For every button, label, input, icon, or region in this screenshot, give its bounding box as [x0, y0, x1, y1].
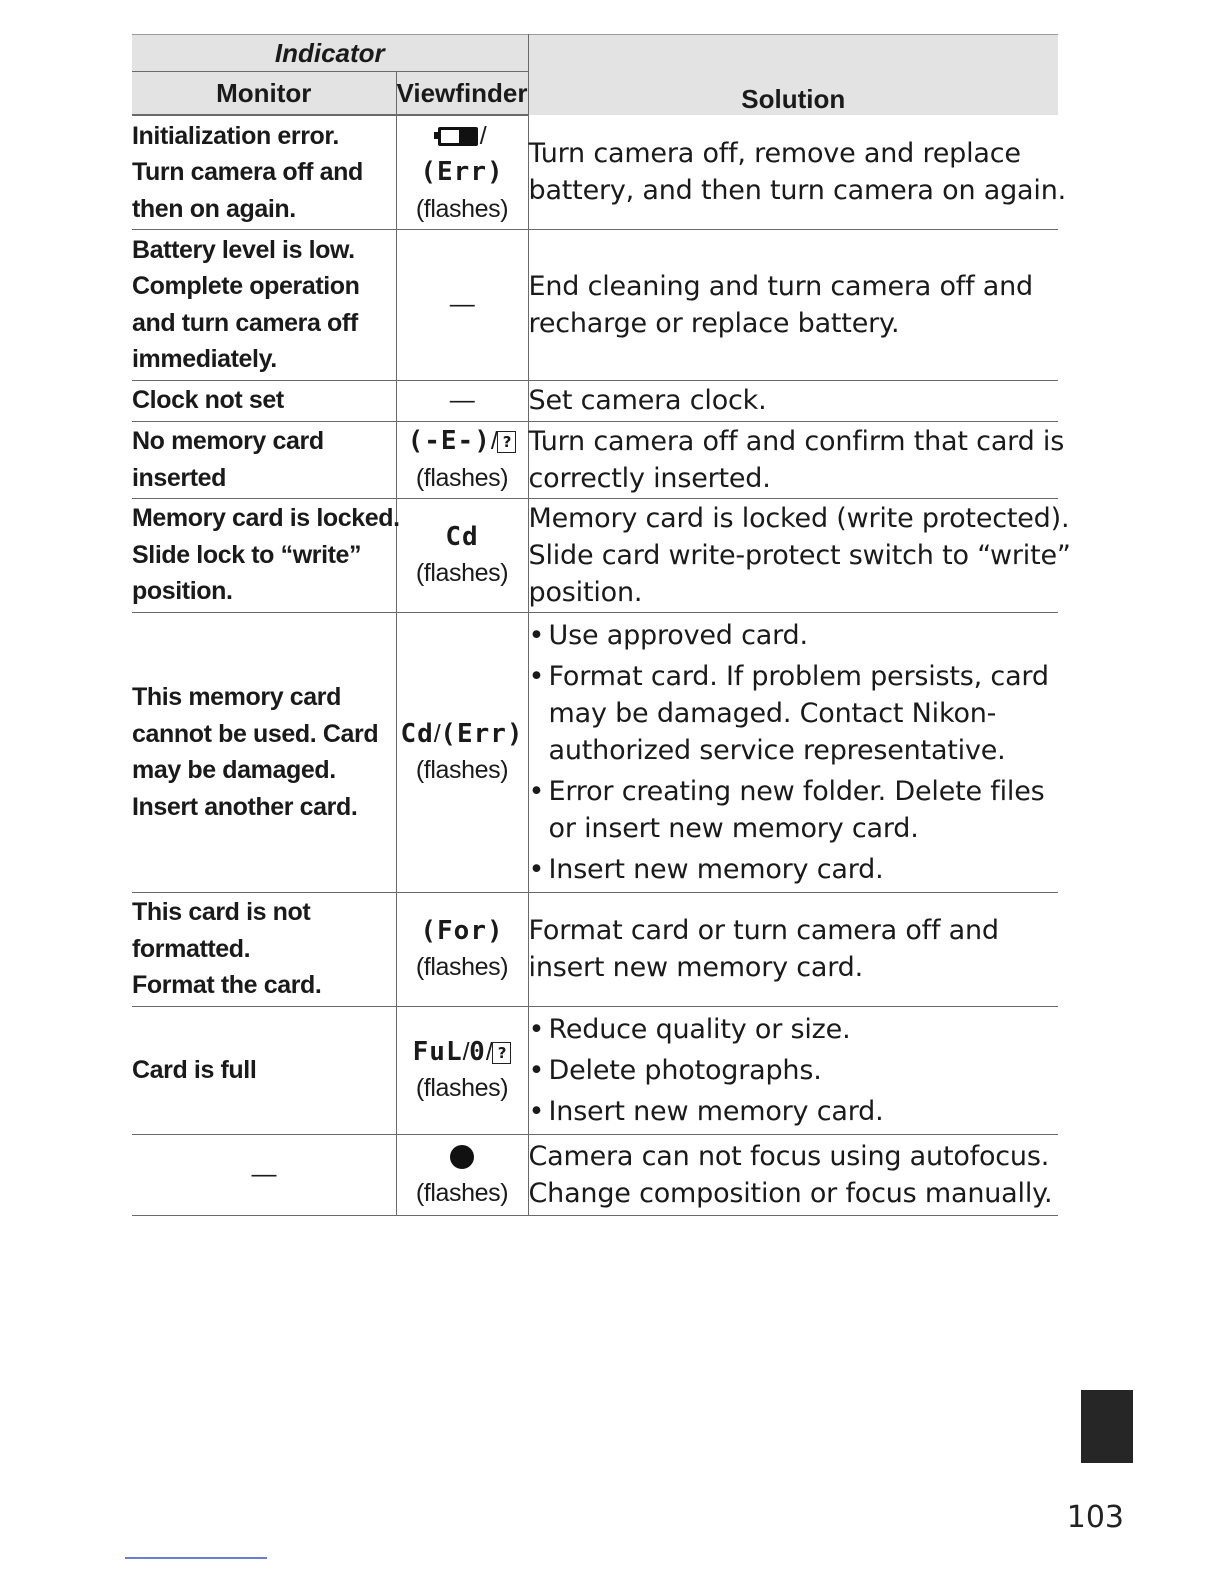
viewfinder-header: Viewfinder [396, 72, 528, 116]
list-item: • Use approved card. [529, 617, 1059, 654]
solution-cell: Format card or turn camera off and insert new memory card. [528, 892, 1058, 1006]
list-item: • Reduce quality or size. [529, 1011, 1059, 1048]
error-indicator-table [132, 34, 1071, 1216]
error-code: (For) [420, 915, 504, 946]
monitor-cell: Memory card is locked. Slide lock to “write” position. [132, 498, 396, 612]
error-code: FuL [412, 1036, 463, 1067]
list-item: • Delete photographs. [529, 1052, 1059, 1089]
table-row [132, 498, 1058, 612]
help-icon: ? [497, 431, 516, 453]
error-code: (Err) [440, 718, 524, 749]
flashes-note: (flashes) [415, 559, 509, 587]
monitor-cell: — [132, 1134, 396, 1215]
error-code: Cd [445, 521, 479, 552]
page-number: 103 [1066, 1500, 1124, 1535]
monitor-cell: Battery level is low. Complete operation and turn camera off immediately. [132, 229, 396, 380]
viewfinder-cell [396, 1134, 528, 1215]
monitor-cell: Clock not set [132, 380, 396, 421]
table-row [132, 380, 1058, 421]
focus-dot-icon [450, 1145, 474, 1169]
error-code: (-E-) [407, 426, 491, 456]
error-code: 0 [469, 1036, 486, 1067]
section-tab-marker [1081, 1390, 1133, 1463]
table-row [132, 1006, 1058, 1134]
monitor-cell: No memory card inserted [132, 421, 396, 498]
solution-cell: Set camera clock. [528, 380, 1058, 421]
indicator-header: Indicator [132, 35, 528, 72]
flashes-note: (flashes) [415, 1074, 509, 1102]
link-underline [125, 1557, 267, 1559]
table-row [132, 421, 1058, 498]
viewfinder-cell [396, 498, 528, 612]
list-item: • Insert new memory card. [529, 851, 1059, 888]
table-row [132, 612, 1058, 892]
list-item: • Error creating new folder. Delete files or insert new memory card. [529, 773, 1059, 847]
viewfinder-cell: — [396, 229, 528, 380]
error-code: (Err) [420, 157, 504, 187]
viewfinder-cell: Cd/(Err) (flashes) [396, 612, 528, 892]
solution-cell: End cleaning and turn camera off and recharge or replace battery. [528, 229, 1058, 380]
solution-cell: Camera can not focus using autofocus. Change composition or focus manually. [528, 1134, 1058, 1215]
monitor-cell: Initialization error. Turn camera off and then on again. [132, 115, 396, 229]
flashes-note: (flashes) [415, 194, 509, 223]
monitor-cell: Card is full [132, 1006, 396, 1134]
flashes-note: (flashes) [415, 953, 509, 981]
solution-cell [528, 612, 1058, 892]
flashes-note: (flashes) [415, 756, 509, 784]
table-row [132, 892, 1058, 1006]
help-icon: ? [492, 1042, 511, 1064]
solution-header: Solution [528, 35, 1058, 116]
list-item: • Format card. If problem persists, card may be damaged. Contact Nikon- authorized service representative. [529, 658, 1059, 769]
flashes-note: (flashes) [415, 1178, 509, 1207]
solution-cell: Turn camera off, remove and replace battery, and then turn camera on again. [528, 115, 1058, 229]
flashes-note: (flashes) [415, 463, 509, 492]
viewfinder-cell [396, 892, 528, 1006]
solution-list [529, 1011, 1059, 1130]
battery-icon [438, 127, 478, 146]
solution-cell: Turn camera off and confirm that card is correctly inserted. [528, 421, 1058, 498]
list-item: • Insert new memory card. [529, 1093, 1059, 1130]
viewfinder-cell: — [396, 380, 528, 421]
viewfinder-cell: FuL/0/ ? (flashes) [396, 1006, 528, 1134]
table-row [132, 115, 1058, 229]
table-row [132, 229, 1058, 380]
solution-cell: Memory card is locked (write protected). Slide card write-protect switch to “write” position. [528, 498, 1058, 612]
error-code: Cd [400, 718, 434, 749]
solution-list [529, 617, 1059, 888]
viewfinder-cell: (-E-)/ ? (flashes) [396, 421, 528, 498]
viewfinder-cell: / (Err) (flashes) [396, 115, 528, 229]
solution-cell [528, 1006, 1058, 1134]
monitor-cell: This card is not formatted. Format the card. [132, 892, 396, 1006]
table-row [132, 1134, 1058, 1215]
monitor-cell: This memory card cannot be used. Card may be damaged. Insert another card. [132, 612, 396, 892]
monitor-header: Monitor [132, 72, 396, 116]
